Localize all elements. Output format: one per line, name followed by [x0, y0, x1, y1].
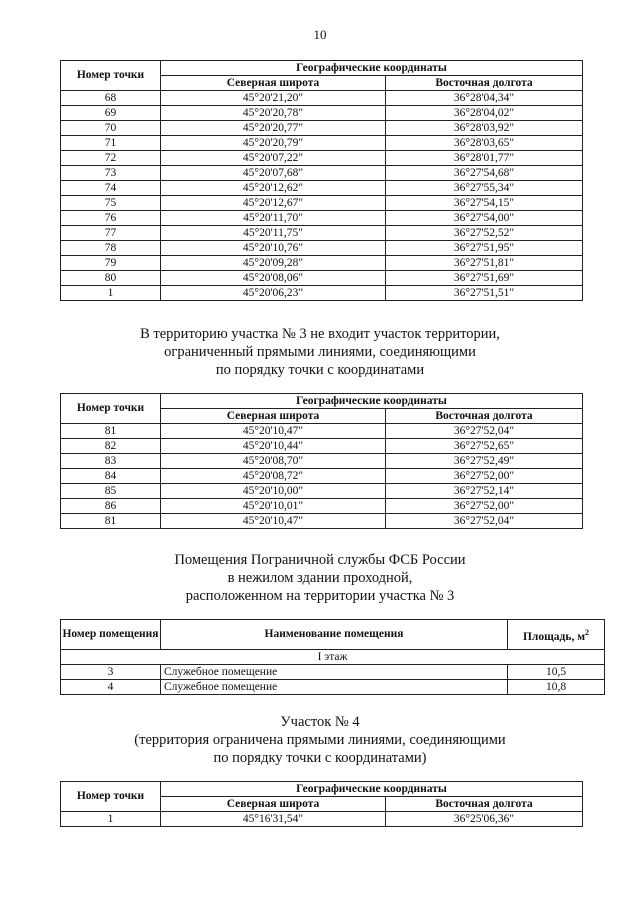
border-service-heading: Помещения Пограничной службы ФСБ России в нежилом здании проходной, расположенном на территории участка № 3: [174, 552, 466, 604]
east-longitude-cell: 36°28'04,02": [386, 106, 583, 121]
header-north-latitude: Северная широта: [161, 409, 386, 424]
east-longitude-cell: 36°27'52,04": [386, 514, 583, 529]
east-longitude-cell: 36°27'54,00": [386, 211, 583, 226]
north-latitude-cell: 45°20'07,22": [161, 151, 386, 166]
north-latitude-cell: 45°20'08,06": [161, 271, 386, 286]
plot-4-heading: Участок № 4 (территория ограничена прямыми линиями, соединяющими по порядку точки с координатами): [134, 714, 506, 766]
header-room-name: Наименование помещения: [161, 620, 508, 650]
header-geo-coordinates: Географические координаты: [161, 61, 583, 76]
east-longitude-cell: 36°27'52,04": [386, 424, 583, 439]
east-longitude-cell: 36°27'52,52": [386, 226, 583, 241]
header-east-longitude: Восточная долгота: [386, 76, 583, 91]
header-room-number: Номер помещения: [61, 620, 161, 650]
page-number: 10: [313, 27, 327, 42]
north-latitude-cell: 45°20'09,28": [161, 256, 386, 271]
north-latitude-cell: 45°20'21,20": [161, 91, 386, 106]
header-point-number: Номер точки: [61, 782, 161, 812]
point-number-cell: 1: [61, 286, 161, 301]
point-number-cell: 85: [61, 484, 161, 499]
point-number-cell: 74: [61, 181, 161, 196]
header-east-longitude: Восточная долгота: [386, 409, 583, 424]
east-longitude-cell: 36°28'04,34": [386, 91, 583, 106]
table-row: [61, 151, 583, 166]
east-longitude-cell: 36°28'03,92": [386, 121, 583, 136]
north-latitude-cell: 45°20'10,47": [161, 514, 386, 529]
point-number-cell: 82: [61, 439, 161, 454]
table-row: [61, 91, 583, 106]
point-number-cell: 81: [61, 514, 161, 529]
point-number-cell: 83: [61, 454, 161, 469]
table-row: [61, 196, 583, 211]
east-longitude-cell: 36°27'52,65": [386, 439, 583, 454]
table-row: 3 Служебное помещение 10,5: [61, 665, 605, 680]
point-number-cell: 79: [61, 256, 161, 271]
east-longitude-cell: 36°27'51,51": [386, 286, 583, 301]
table-row: [61, 469, 583, 484]
header-geo-coordinates: Географические координаты: [161, 394, 583, 409]
point-number-cell: 81: [61, 424, 161, 439]
north-latitude-cell: 45°20'08,70": [161, 454, 386, 469]
table-row: [61, 812, 583, 827]
north-latitude-cell: 45°20'12,67": [161, 196, 386, 211]
table-row: [61, 484, 583, 499]
east-longitude-cell: 36°27'54,15": [386, 196, 583, 211]
coordinates-table-1: [60, 60, 583, 301]
header-north-latitude: Северная широта: [161, 76, 386, 91]
point-number-cell: 84: [61, 469, 161, 484]
table-row: [61, 181, 583, 196]
table-row: [61, 271, 583, 286]
table-row: [61, 166, 583, 181]
point-number-cell: 71: [61, 136, 161, 151]
table-row: [61, 514, 583, 529]
east-longitude-cell: 36°27'51,69": [386, 271, 583, 286]
table-row: [61, 226, 583, 241]
north-latitude-cell: 45°20'08,72": [161, 469, 386, 484]
table-row: [61, 424, 583, 439]
point-number-cell: 70: [61, 121, 161, 136]
floor-label: I этаж: [61, 650, 605, 665]
north-latitude-cell: 45°20'20,78": [161, 106, 386, 121]
table-row: 4 Служебное помещение 10,8: [61, 680, 605, 695]
table-row: [61, 256, 583, 271]
table-row: [61, 241, 583, 256]
north-latitude-cell: 45°20'10,01": [161, 499, 386, 514]
header-area: Площадь, $м^2$: [508, 620, 605, 650]
north-latitude-cell: 45°20'20,77": [161, 121, 386, 136]
east-longitude-cell: 36°25'06,36": [386, 812, 583, 827]
point-number-cell: 1: [61, 812, 161, 827]
east-longitude-cell: 36°27'51,95": [386, 241, 583, 256]
point-number-cell: 77: [61, 226, 161, 241]
table-row: [61, 454, 583, 469]
header-east-longitude: Восточная долгота: [386, 797, 583, 812]
point-number-cell: 78: [61, 241, 161, 256]
header-point-number: Номер точки: [61, 61, 161, 91]
point-number-cell: 72: [61, 151, 161, 166]
table-row: [61, 499, 583, 514]
header-point-number: Номер точки: [61, 394, 161, 424]
header-geo-coordinates: Географические координаты: [161, 782, 583, 797]
north-latitude-cell: 45°20'10,76": [161, 241, 386, 256]
east-longitude-cell: 36°27'51,81": [386, 256, 583, 271]
coordinates-table-3: [60, 781, 583, 827]
east-longitude-cell: 36°28'03,65": [386, 136, 583, 151]
east-longitude-cell: 36°28'01,77": [386, 151, 583, 166]
point-number-cell: 68: [61, 91, 161, 106]
table-row: [61, 286, 583, 301]
table-row: [61, 106, 583, 121]
north-latitude-cell: 45°20'20,79": [161, 136, 386, 151]
east-longitude-cell: 36°27'52,00": [386, 499, 583, 514]
point-number-cell: 73: [61, 166, 161, 181]
east-longitude-cell: 36°27'52,00": [386, 469, 583, 484]
table-row: [61, 136, 583, 151]
table-row: [61, 211, 583, 226]
excluded-area-heading: В территорию участка № 3 не входит участок территории, ограниченный прямыми линиями, соединяющими по порядку точки с координатами: [140, 326, 500, 378]
north-latitude-cell: 45°20'06,23": [161, 286, 386, 301]
rooms-table: [60, 619, 605, 695]
north-latitude-cell: 45°20'11,75": [161, 226, 386, 241]
north-latitude-cell: 45°20'12,62": [161, 181, 386, 196]
north-latitude-cell: 45°20'07,68": [161, 166, 386, 181]
east-longitude-cell: 36°27'52,14": [386, 484, 583, 499]
point-number-cell: 69: [61, 106, 161, 121]
table-row: [61, 439, 583, 454]
east-longitude-cell: 36°27'54,68": [386, 166, 583, 181]
east-longitude-cell: 36°27'55,34": [386, 181, 583, 196]
point-number-cell: 86: [61, 499, 161, 514]
point-number-cell: 76: [61, 211, 161, 226]
point-number-cell: 80: [61, 271, 161, 286]
north-latitude-cell: 45°20'10,44": [161, 439, 386, 454]
east-longitude-cell: 36°27'52,49": [386, 454, 583, 469]
coordinates-table-2: [60, 393, 583, 529]
header-north-latitude: Северная широта: [161, 797, 386, 812]
north-latitude-cell: 45°20'10,00": [161, 484, 386, 499]
point-number-cell: 75: [61, 196, 161, 211]
north-latitude-cell: 45°16'31,54": [161, 812, 386, 827]
north-latitude-cell: 45°20'10,47": [161, 424, 386, 439]
table-row: [61, 121, 583, 136]
north-latitude-cell: 45°20'11,70": [161, 211, 386, 226]
